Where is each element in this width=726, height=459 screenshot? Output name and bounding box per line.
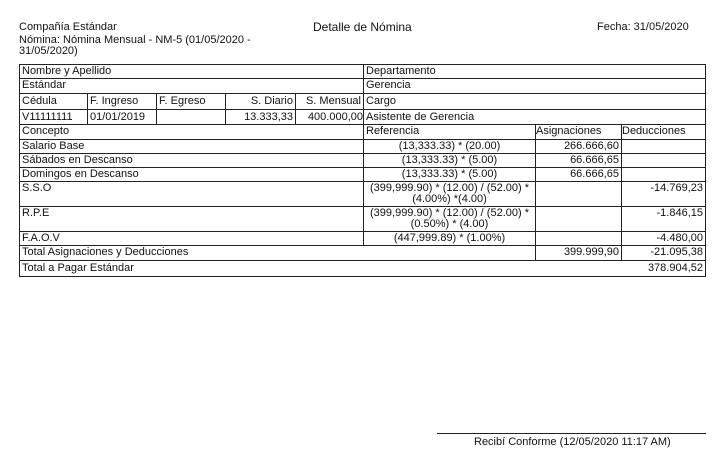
end-date-label: F. Egreso <box>156 93 226 110</box>
assignment-cell: 266.666,60 <box>535 139 622 154</box>
deduction-cell <box>621 153 706 168</box>
concept-header: Concepto <box>19 124 364 140</box>
net-pay-value: 378.904,52 <box>621 260 706 277</box>
deduction-cell <box>621 139 706 154</box>
id-value: V11111111 <box>19 109 88 125</box>
daily-salary-value: 13.333,33 <box>225 109 296 125</box>
total-assignments: 399.999,90 <box>535 245 622 261</box>
position-value: Asistente de Gerencia <box>363 109 706 125</box>
id-label: Cédula <box>19 93 88 110</box>
department-value: Gerencia <box>363 78 706 94</box>
assignment-cell <box>535 206 622 232</box>
signature-label: Recibí Conforme (12/05/2020 11:17 AM) <box>474 436 671 448</box>
start-date-label: F. Ingreso <box>87 93 157 110</box>
payroll-name: Nómina: Nómina Mensual - NM-5 (01/05/2020 - <box>19 34 251 46</box>
assignment-cell: 66.666,65 <box>535 153 622 168</box>
totals-label: Total Asignaciones y Deducciones <box>19 245 536 261</box>
reference-cell: (13,333.33) * (20.00) <box>363 139 536 154</box>
deduction-cell: -4.480,00 <box>621 231 706 246</box>
concept-cell: S.S.O <box>19 181 364 207</box>
daily-salary-label: S. Diario <box>225 93 296 110</box>
concept-cell: R.P.E <box>19 206 364 232</box>
reference-cell: (399,999.90) * (12.00) / (52.00) * (4.00%) *(4.00) <box>363 181 536 207</box>
end-date-value <box>156 109 226 125</box>
concept-cell: Domingos en Descanso <box>19 167 364 182</box>
concept-cell: F.A.O.V <box>19 231 364 246</box>
deduction-cell: -1.846,15 <box>621 206 706 232</box>
reference-cell: (399,999.90) * (12.00) / (52.00) * (0.50%) * (4.00) <box>363 206 536 232</box>
assignment-cell <box>535 231 622 246</box>
department-label: Departamento <box>363 64 706 79</box>
deduction-cell <box>621 167 706 182</box>
monthly-salary-value: 400.000,00 <box>295 109 364 125</box>
reference-cell: (447,999.89) * (1.00%) <box>363 231 536 246</box>
net-pay-label: Total a Pagar Estándar <box>19 260 622 277</box>
name-label: Nombre y Apellido <box>19 64 364 79</box>
monthly-salary-label: S. Mensual <box>295 93 364 110</box>
signature-line <box>437 433 706 434</box>
assignments-header: Asignaciones <box>535 124 622 140</box>
payroll-period: 31/05/2020) <box>19 45 78 57</box>
position-label: Cargo <box>363 93 706 110</box>
reference-header: Referencia <box>363 124 536 140</box>
report-date: Fecha: 31/05/2020 <box>597 21 689 33</box>
concept-cell: Sábados en Descanso <box>19 153 364 168</box>
concept-cell: Salario Base <box>19 139 364 154</box>
deductions-header: Deducciones <box>621 124 706 140</box>
assignment-cell: 66.666,65 <box>535 167 622 182</box>
total-deductions: -21.095,38 <box>621 245 706 261</box>
start-date-value: 01/01/2019 <box>87 109 157 125</box>
reference-cell: (13,333.33) * (5.00) <box>363 153 536 168</box>
deduction-cell: -14.769,23 <box>621 181 706 207</box>
page-title: Detalle de Nómina <box>313 20 412 34</box>
reference-cell: (13,333.33) * (5.00) <box>363 167 536 182</box>
assignment-cell <box>535 181 622 207</box>
name-value: Estándar <box>19 78 364 94</box>
company-name: Compañía Estándar <box>19 21 117 33</box>
